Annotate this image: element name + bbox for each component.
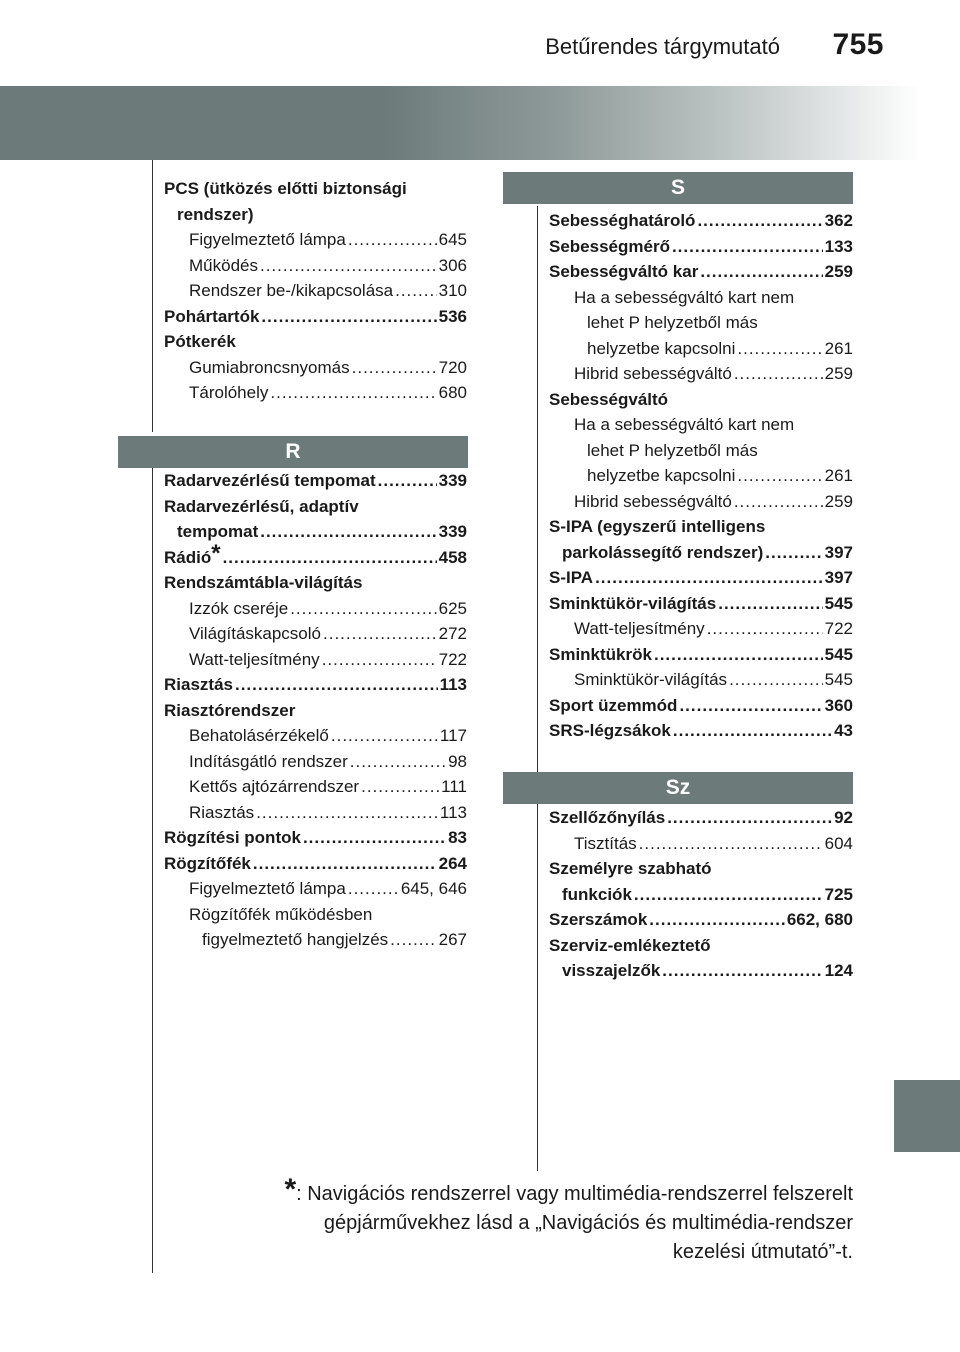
index-entry: Ha a sebességváltó kart nem [574,287,795,307]
index-entry [549,805,853,831]
index-entry-term: funkciók [562,884,632,904]
index-entry-term: Tisztítás [574,833,637,853]
index-entry-term: figyelmeztető hangjelzés [202,930,389,949]
index-entry-term: Sebességváltó kar [549,262,699,281]
header-band [0,86,960,160]
leader-dots [679,693,822,719]
leader-dots [737,336,822,362]
index-entry [164,278,467,304]
index-entry [549,591,853,617]
index-entry-term: Világításkapcsoló [189,624,321,643]
index-entry-term: parkolássegítő rendszer) [562,542,764,562]
leader-dots [718,591,822,617]
index-entry-page: 92 [834,808,853,827]
index-entry: PCS (ütközés előtti biztonsági [164,179,407,198]
section-heading-r: R [118,436,468,468]
index-entry-page: 604 [824,833,853,853]
leader-dots [290,596,436,622]
index-entry-term: Gumiabroncsnyomás [189,357,350,377]
leader-dots [378,468,437,494]
index-entry-page: 545 [824,593,853,613]
index-entry-term: helyzetbe kapcsolni [587,338,736,358]
leader-dots [253,851,437,877]
footnote-line-1: : Navigációs rendszerrel vagy multimédia-rendszerrel felszerelt [296,1183,853,1205]
index-entry [549,336,853,362]
chapter-thumb-tab [894,1080,960,1152]
index-entry-page: 680 [438,383,467,402]
index-entry [164,749,467,775]
index-entry-term: S-IPA [549,568,594,587]
index-entry [164,723,467,749]
index-entry-page: 545 [824,670,853,689]
index-group-p [164,176,467,406]
index-entry-term: Szerszámok [549,910,648,929]
page-number: 755 [832,28,884,61]
index-entry-page: 264 [438,853,467,873]
index-entry [164,647,467,673]
index-entry-term: Figyelmeztető lámpa [189,230,346,249]
index-entry-term: Sport üzemmód [549,695,678,715]
index-entry-term: Működés [189,255,258,275]
index-entry: Radarvezérlésű, adaptív [164,496,359,516]
index-entry-term: visszajelzők [562,961,661,980]
section-heading-s: S [503,172,853,204]
index-entry-page: 360 [824,695,853,715]
index-entry-page: 113 [439,802,467,822]
leader-dots [649,907,785,933]
index-entry [164,468,467,494]
leader-dots [667,805,832,831]
leader-dots [235,672,438,698]
leader-dots [697,208,822,234]
index-entry [164,876,467,902]
index-entry-term: Sebességmérő [549,236,670,256]
index-entry-term: Rendszer be-/kikapcsolása [189,281,394,300]
leader-dots [595,565,823,591]
leader-dots [348,876,399,902]
index-entry-page: 725 [824,884,853,904]
index-entry-page: 98 [448,751,467,771]
index-entry-page: 458 [438,547,467,567]
index-entry-term: Hibrid sebességváltó [574,491,732,511]
leader-dots [662,958,822,984]
index-entry [164,927,467,953]
leader-dots [352,355,437,381]
index-entry-page: 536 [438,306,467,326]
index-entry [549,489,853,515]
index-entry-page: 83 [448,828,467,847]
index-group-s [549,208,853,744]
index-entry-page: 397 [824,542,853,562]
index-entry-page: 124 [824,961,853,980]
index-entry [549,882,853,908]
index-entry-page: 306 [438,255,467,275]
leader-dots [322,647,437,673]
leader-dots [673,718,832,744]
index-entry-page: 259 [824,491,853,511]
leader-dots [395,278,437,304]
index-entry [549,693,853,719]
index-entry-page: 662, 680 [786,910,853,929]
index-entry [164,825,467,851]
index-entry-term: Rögzítési pontok [164,828,301,847]
index-group-sz [549,805,853,984]
index-entry-term: Sminktükör-világítás [549,593,717,613]
index-entry-page: 259 [824,262,853,281]
index-entry-page: 339 [438,522,467,541]
index-entry-term: Izzók cseréje [189,598,289,618]
index-entry: rendszer) [177,204,254,224]
index-entry [549,463,853,489]
index-entry-page: 310 [438,281,467,300]
center-column-rule [537,206,538,1171]
index-entry: Személyre szabható [549,859,712,878]
leader-dots [256,800,438,826]
index-entry-term: Indításgátló rendszer [189,751,348,771]
index-entry [549,259,853,285]
index-entry-term: Behatolásérzékelő [189,726,329,745]
index-entry-page: 720 [438,357,467,377]
index-entry-page: 267 [438,930,467,949]
index-entry [549,234,853,260]
index-entry [164,519,467,545]
index-entry: lehet P helyzetből más [587,313,758,332]
leader-dots [261,304,436,330]
index-entry [549,831,853,857]
index-entry-term: Szellőzőnyílás [549,808,666,827]
index-entry [164,774,467,800]
footnote-line-3: kezelési útmutató”-t. [672,1241,853,1263]
leader-dots [765,540,822,566]
index-entry-term: Radarvezérlésű tempomat [164,471,376,490]
index-entry-page: 645, 646 [400,879,467,898]
index-entry [164,596,467,622]
index-entry: Pótkerék [164,332,236,351]
index-entry: Sebességváltó [549,389,669,409]
index-entry-term: Watt-teljesítmény [189,649,320,669]
index-entry [164,253,467,279]
leader-dots [654,642,823,668]
index-entry [549,958,853,984]
section-heading-sz: Sz [503,772,853,804]
index-entry-term: Kettős ajtózárrendszer [189,777,360,796]
index-entry: Riasztórendszer [164,700,296,720]
left-column-rule-lower [152,468,153,1273]
leader-dots [361,774,439,800]
index-entry-term: Sminktükrök [549,644,652,664]
index-entry [549,361,853,387]
index-group-r [164,468,467,953]
index-entry [549,907,853,933]
footnote [240,1173,853,1267]
index-entry [164,355,467,381]
index-entry-page: 625 [438,598,467,618]
index-entry-term: Figyelmeztető lámpa [189,879,346,898]
index-entry [549,208,853,234]
index-entry [549,667,853,693]
index-entry-page: 259 [824,364,853,383]
index-entry-page: 261 [824,466,853,485]
index-entry-term: SRS-légzsákok [549,721,671,740]
index-entry-term: helyzetbe kapcsolni [587,466,736,485]
index-entry-page: 117 [439,726,467,745]
index-entry [549,540,853,566]
leader-dots [707,616,823,642]
index-entry [164,227,467,253]
left-column-rule [152,160,153,432]
index-entry-page: 261 [824,338,853,358]
leader-dots [223,545,437,571]
index-entry-term: Sminktükör-világítás [574,670,728,689]
leader-dots [323,621,437,647]
index-entry [164,672,467,698]
index-entry-page: 111 [441,777,467,796]
leader-dots [734,361,823,387]
leader-dots [390,927,436,953]
index-entry [164,621,467,647]
index-entry-term: Pohártartók [164,306,260,326]
index-entry: S-IPA (egyszerű intelligens [549,517,766,536]
footnote-star: * [284,1173,297,1206]
index-entry [164,539,467,571]
index-entry-term: Watt-teljesítmény [574,619,705,638]
leader-dots [672,234,823,260]
index-entry-term: Rádió [164,547,212,567]
index-entry-page: 43 [834,721,853,740]
footnote-line-2: gépjárművekhez lásd a „Navigációs és multimédia-rendszer [323,1212,853,1234]
index-entry [164,304,467,330]
index-entry-term: Tárolóhely [189,383,269,402]
leader-dots [270,380,436,406]
index-entry-page: 339 [438,471,467,490]
leader-dots [729,667,823,693]
leader-dots [350,749,446,775]
index-entry-term: Rögzítőfék [164,853,251,873]
index-entry [549,642,853,668]
index-entry: Ha a sebességváltó kart nem [574,415,795,434]
index-entry-page: 272 [438,624,467,643]
index-entry [549,616,853,642]
index-entry-page: 645 [438,230,467,249]
index-entry [549,718,853,744]
leader-dots [331,723,438,749]
leader-dots [734,489,823,515]
index-entry-term: Riasztás [189,802,255,822]
index-entry: Rögzítőfék működésben [189,904,373,924]
index-entry-term: Riasztás [164,675,233,694]
index-entry [549,565,853,591]
index-entry: Szerviz-emlékeztető [549,935,711,955]
index-entry-term: tempomat [177,522,259,541]
index-entry-page: 545 [824,644,853,664]
footnote-marker: * [211,539,221,567]
leader-dots [700,259,822,285]
index-entry-page: 362 [824,211,853,230]
leader-dots [260,519,436,545]
index-entry [164,800,467,826]
index-entry-page: 397 [824,568,853,587]
index-entry [164,380,467,406]
index-entry-page: 113 [439,675,467,694]
leader-dots [260,253,437,279]
leader-dots [639,831,823,857]
leader-dots [348,227,437,253]
index-entry-page: 133 [824,236,853,256]
leader-dots [634,882,823,908]
leader-dots [737,463,822,489]
index-entry [164,851,467,877]
running-header-title: Betűrendes tárgymutató [545,34,780,59]
index-entry: Rendszámtábla-világítás [164,573,363,592]
index-entry: lehet P helyzetből más [587,440,758,460]
index-entry-term: Sebességhatároló [549,211,696,230]
leader-dots [303,825,446,851]
index-entry-page: 722 [824,619,853,638]
index-entry-page: 722 [438,649,467,669]
index-entry-term: Hibrid sebességváltó [574,364,732,383]
